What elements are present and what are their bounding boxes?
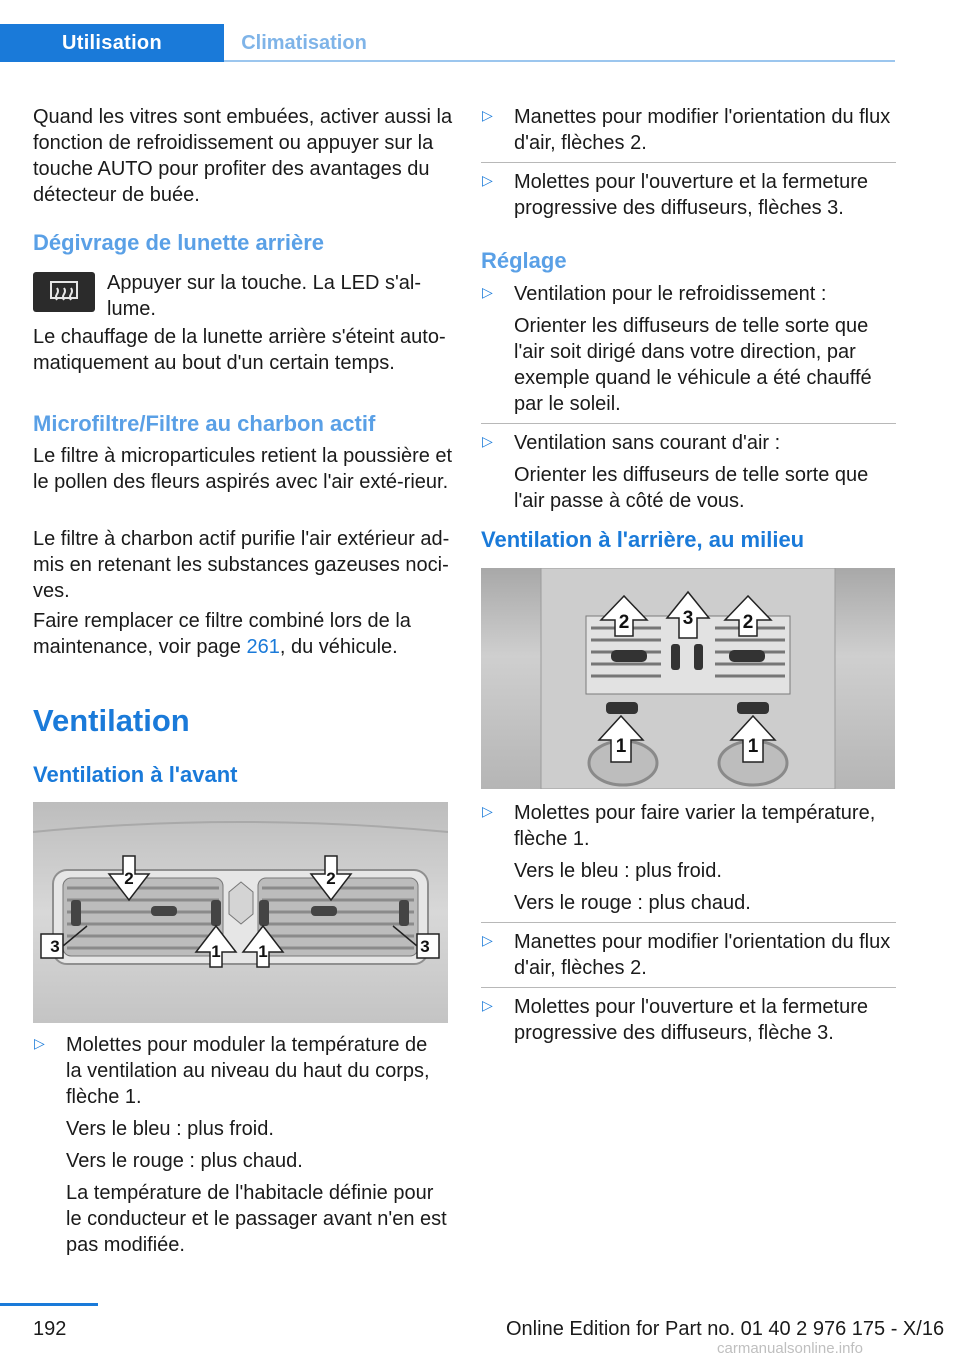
ventilation-heading: Ventilation [33,703,190,738]
triangle-right-outline-icon: ▷ [482,284,493,300]
list-item [481,281,896,424]
triangle-right-outline-icon: ▷ [34,1035,45,1051]
front-ventilation-image [33,802,448,1023]
page-number: 192 [33,1318,67,1340]
front-label-1a: 1 [211,942,221,961]
defrost-note: Le chauffage de la lunette arrière s'éteint auto-matiquement au bout d'un certain temps. [33,326,446,374]
front-item-line-1: Molettes pour moduler la température de la ventilation au niveau du haut du corps, flèche 1. [66,1034,430,1108]
front-ventilation-heading: Ventilation à l'avant [33,762,238,787]
list-item [481,994,896,1052]
list-item [481,169,896,227]
rear-label-1b: 1 [747,736,759,757]
rear-ventilation-heading: Ventilation à l'arrière, au milieu [481,527,805,552]
page-261-link[interactable]: 261 [246,636,280,658]
rear-item-1-line-1: Molettes pour faire varier la température, flèche 1. [514,802,876,850]
reglage-item-1-text: Orienter les diffuseurs de telle sorte que l'air soit dirigé dans votre direction, par exemple quand le véhicule a été chauffé par le soleil. [514,315,872,415]
right-top-item-2: Molettes pour l'ouverture et la fermeture progressive des diffuseurs, flèches 3. [514,171,868,219]
triangle-right-outline-icon: ▷ [482,997,493,1013]
front-bullet-list [33,1032,448,1270]
rear-label-2a: 2 [618,612,630,633]
watermark: carmanualsonline.info [717,1340,863,1357]
defrost-instruction: Appuyer sur la touche. La LED s'al-lume. [107,272,421,320]
front-label-2b: 2 [326,869,336,888]
filter-paragraph-1: Le filtre à microparticules retient la poussière et le pollen des fleurs aspirés avec l'air exté-rieur. [33,445,453,493]
front-label-3a: 3 [50,937,60,956]
filter-p3-text: Faire remplacer ce filtre combiné lors de la maintenance, voir page [33,610,411,658]
right-top-list [481,104,896,233]
triangle-right-outline-icon: ▷ [482,433,493,449]
edition-note: Online Edition for Part no. 01 40 2 976 175 - X/16 [506,1318,945,1340]
tab-climatisation[interactable]: Climatisation [241,31,367,54]
list-item [481,104,896,163]
triangle-right-outline-icon: ▷ [482,107,493,123]
rear-label-1a: 1 [615,736,627,757]
front-item-line-4: La température de l'habitacle définie pour le conducteur et le passager avant n'en est pas modifiée. [66,1182,447,1256]
filter-paragraph-3 [33,608,448,660]
right-top-item-1: Manettes pour modifier l'orientation du flux d'air, flèches 2. [514,106,891,154]
rear-item-1-line-3: Vers le rouge : plus chaud. [514,892,751,914]
rear-label-2b: 2 [742,612,754,633]
front-item-line-3: Vers le rouge : plus chaud. [66,1150,303,1172]
front-label-1b: 1 [258,942,268,961]
rear-item-3-line-1: Molettes pour l'ouverture et la fermeture progressive des diffuseurs, flèche 3. [514,996,868,1044]
reglage-heading: Réglage [481,248,567,273]
header-tabs [0,24,895,62]
reglage-list [481,281,896,526]
rear-ventilation-image [481,568,895,789]
list-item [33,1032,448,1264]
rear-item-1-line-2: Vers le bleu : plus froid. [514,860,722,882]
front-item-line-2: Vers le bleu : plus froid. [66,1118,274,1140]
intro-paragraph: Quand les vitres sont embuées, activer aussi la fonction de refroidissement ou appuyer sur la touche AUTO pour profiter des avantages du détecteur de buée. [33,106,453,206]
filter-paragraph-2: Le filtre à charbon actif purifie l'air extérieur ad-mis en retenant les substances gazeuses noci-ves. [33,528,450,602]
rear-label-3: 3 [682,608,694,629]
tab-underline [224,60,895,62]
rear-item-2-line-1: Manettes pour modifier l'orientation du flux d'air, flèches 2. [514,931,891,979]
list-item [481,800,896,923]
list-item [481,430,896,520]
reglage-item-2-title: Ventilation sans courant d'air : [514,432,781,454]
front-label-3b: 3 [420,937,430,956]
footer-rule [0,1303,98,1306]
defrost-heading: Dégivrage de lunette arrière [33,230,325,255]
triangle-right-outline-icon: ▷ [482,932,493,948]
triangle-right-outline-icon: ▷ [482,172,493,188]
rear-window-defrost-icon [33,272,95,312]
reglage-item-2-text: Orienter les diffuseurs de telle sorte que l'air passe à côté de vous. [514,464,869,512]
filter-p3-text-end: , du véhicule. [279,636,398,658]
tab-utilisation[interactable]: Utilisation [0,24,224,62]
rear-bullet-list [481,800,896,1058]
triangle-right-outline-icon: ▷ [482,803,493,819]
front-label-2a: 2 [124,869,134,888]
reglage-item-1-title: Ventilation pour le refroidissement : [514,283,827,305]
list-item [481,929,896,988]
filter-heading: Microfiltre/Filtre au charbon actif [33,411,376,436]
